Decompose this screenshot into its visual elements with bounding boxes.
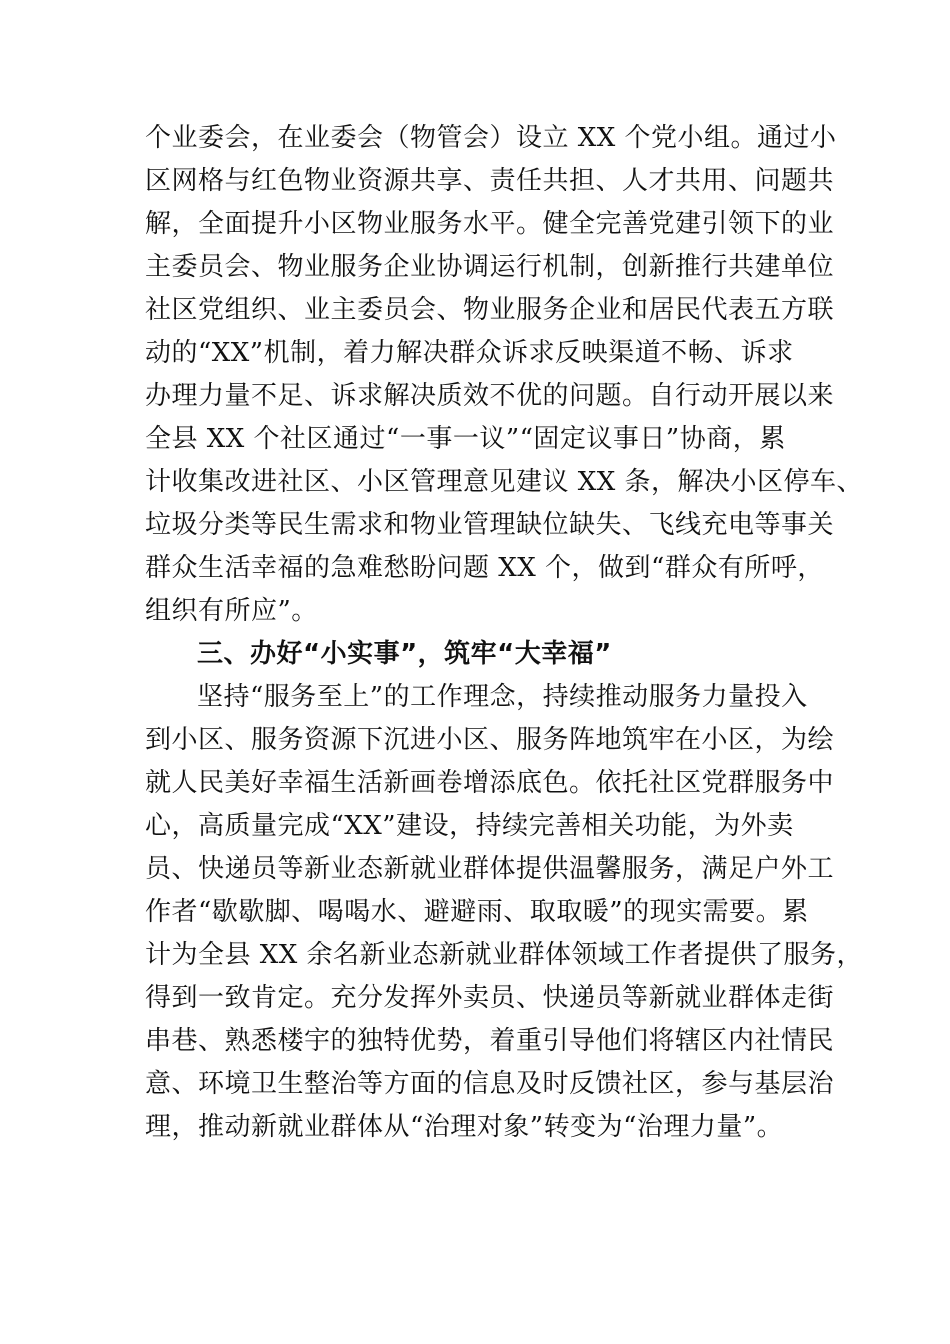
paragraph-2-line: 得到一致肯定。充分发挥外卖员、快递员等新就业群体走街 <box>145 983 835 1013</box>
paragraph-2-line: 计为全县 XX 余名新业态新就业群体领域工作者提供了服务， <box>145 940 864 970</box>
paragraph-1-line: 办理力量不足、诉求解决质效不优的问题。自行动开展以来 <box>145 381 835 411</box>
paragraph-1-line: 解，全面提升小区物业服务水平。健全完善党建引领下的业 <box>145 209 835 239</box>
paragraph-1-line: 社区党组织、业主委员会、物业服务企业和居民代表五方联 <box>145 295 835 325</box>
paragraph-2-line: 坚持“服务至上”的工作理念，持续推动服务力量投入 <box>197 682 808 712</box>
paragraph-2-line: 理，推动新就业群体从“治理对象”转变为“治理力量”。 <box>145 1112 784 1142</box>
paragraph-1-line: 主委员会、物业服务企业协调运行机制，创新推行共建单位 <box>145 252 835 282</box>
paragraph-2-line: 意、环境卫生整治等方面的信息及时反馈社区，参与基层治 <box>145 1069 835 1099</box>
paragraph-2-line: 员、快递员等新业态新就业群体提供温馨服务，满足户外工 <box>145 854 835 884</box>
paragraph-2-line: 到小区、服务资源下沉进小区、服务阵地筑牢在小区，为绘 <box>145 725 835 755</box>
paragraph-2-line: 心，高质量完成“XX”建设，持续完善相关功能，为外卖 <box>145 811 794 841</box>
paragraph-1-line: 垃圾分类等民生需求和物业管理缺位缺失、飞线充电等事关 <box>145 510 835 540</box>
paragraph-1-line: 区网格与红色物业资源共享、责任共担、人才共用、问题共 <box>145 166 835 196</box>
paragraph-1-line: 全县 XX 个社区通过“一事一议”“固定议事日”协商，累 <box>145 424 786 454</box>
paragraph-2-line: 作者“歇歇脚、喝喝水、避避雨、取取暖”的现实需要。累 <box>145 897 809 927</box>
paragraph-1-line: 计收集改进社区、小区管理意见建议 XX 条，解决小区停车、 <box>145 467 864 497</box>
paragraph-2-line: 就人民美好幸福生活新画卷增添底色。依托社区党群服务中 <box>145 768 835 798</box>
paragraph-2-line: 串巷、熟悉楼宇的独特优势，着重引导他们将辖区内社情民 <box>145 1026 835 1056</box>
section-heading: 三、办好“小实事”，筑牢“大幸福” <box>197 639 612 669</box>
paragraph-1-line: 个业委会，在业委会（物管会）设立 XX 个党小组。通过小 <box>145 123 837 153</box>
paragraph-1-line: 群众生活幸福的急难愁盼问题 XX 个，做到“群众有所呼， <box>145 553 824 583</box>
paragraph-1-line: 动的“XX”机制，着力解决群众诉求反映渠道不畅、诉求 <box>145 338 794 368</box>
paragraph-1-line: 组织有所应”。 <box>145 596 318 626</box>
